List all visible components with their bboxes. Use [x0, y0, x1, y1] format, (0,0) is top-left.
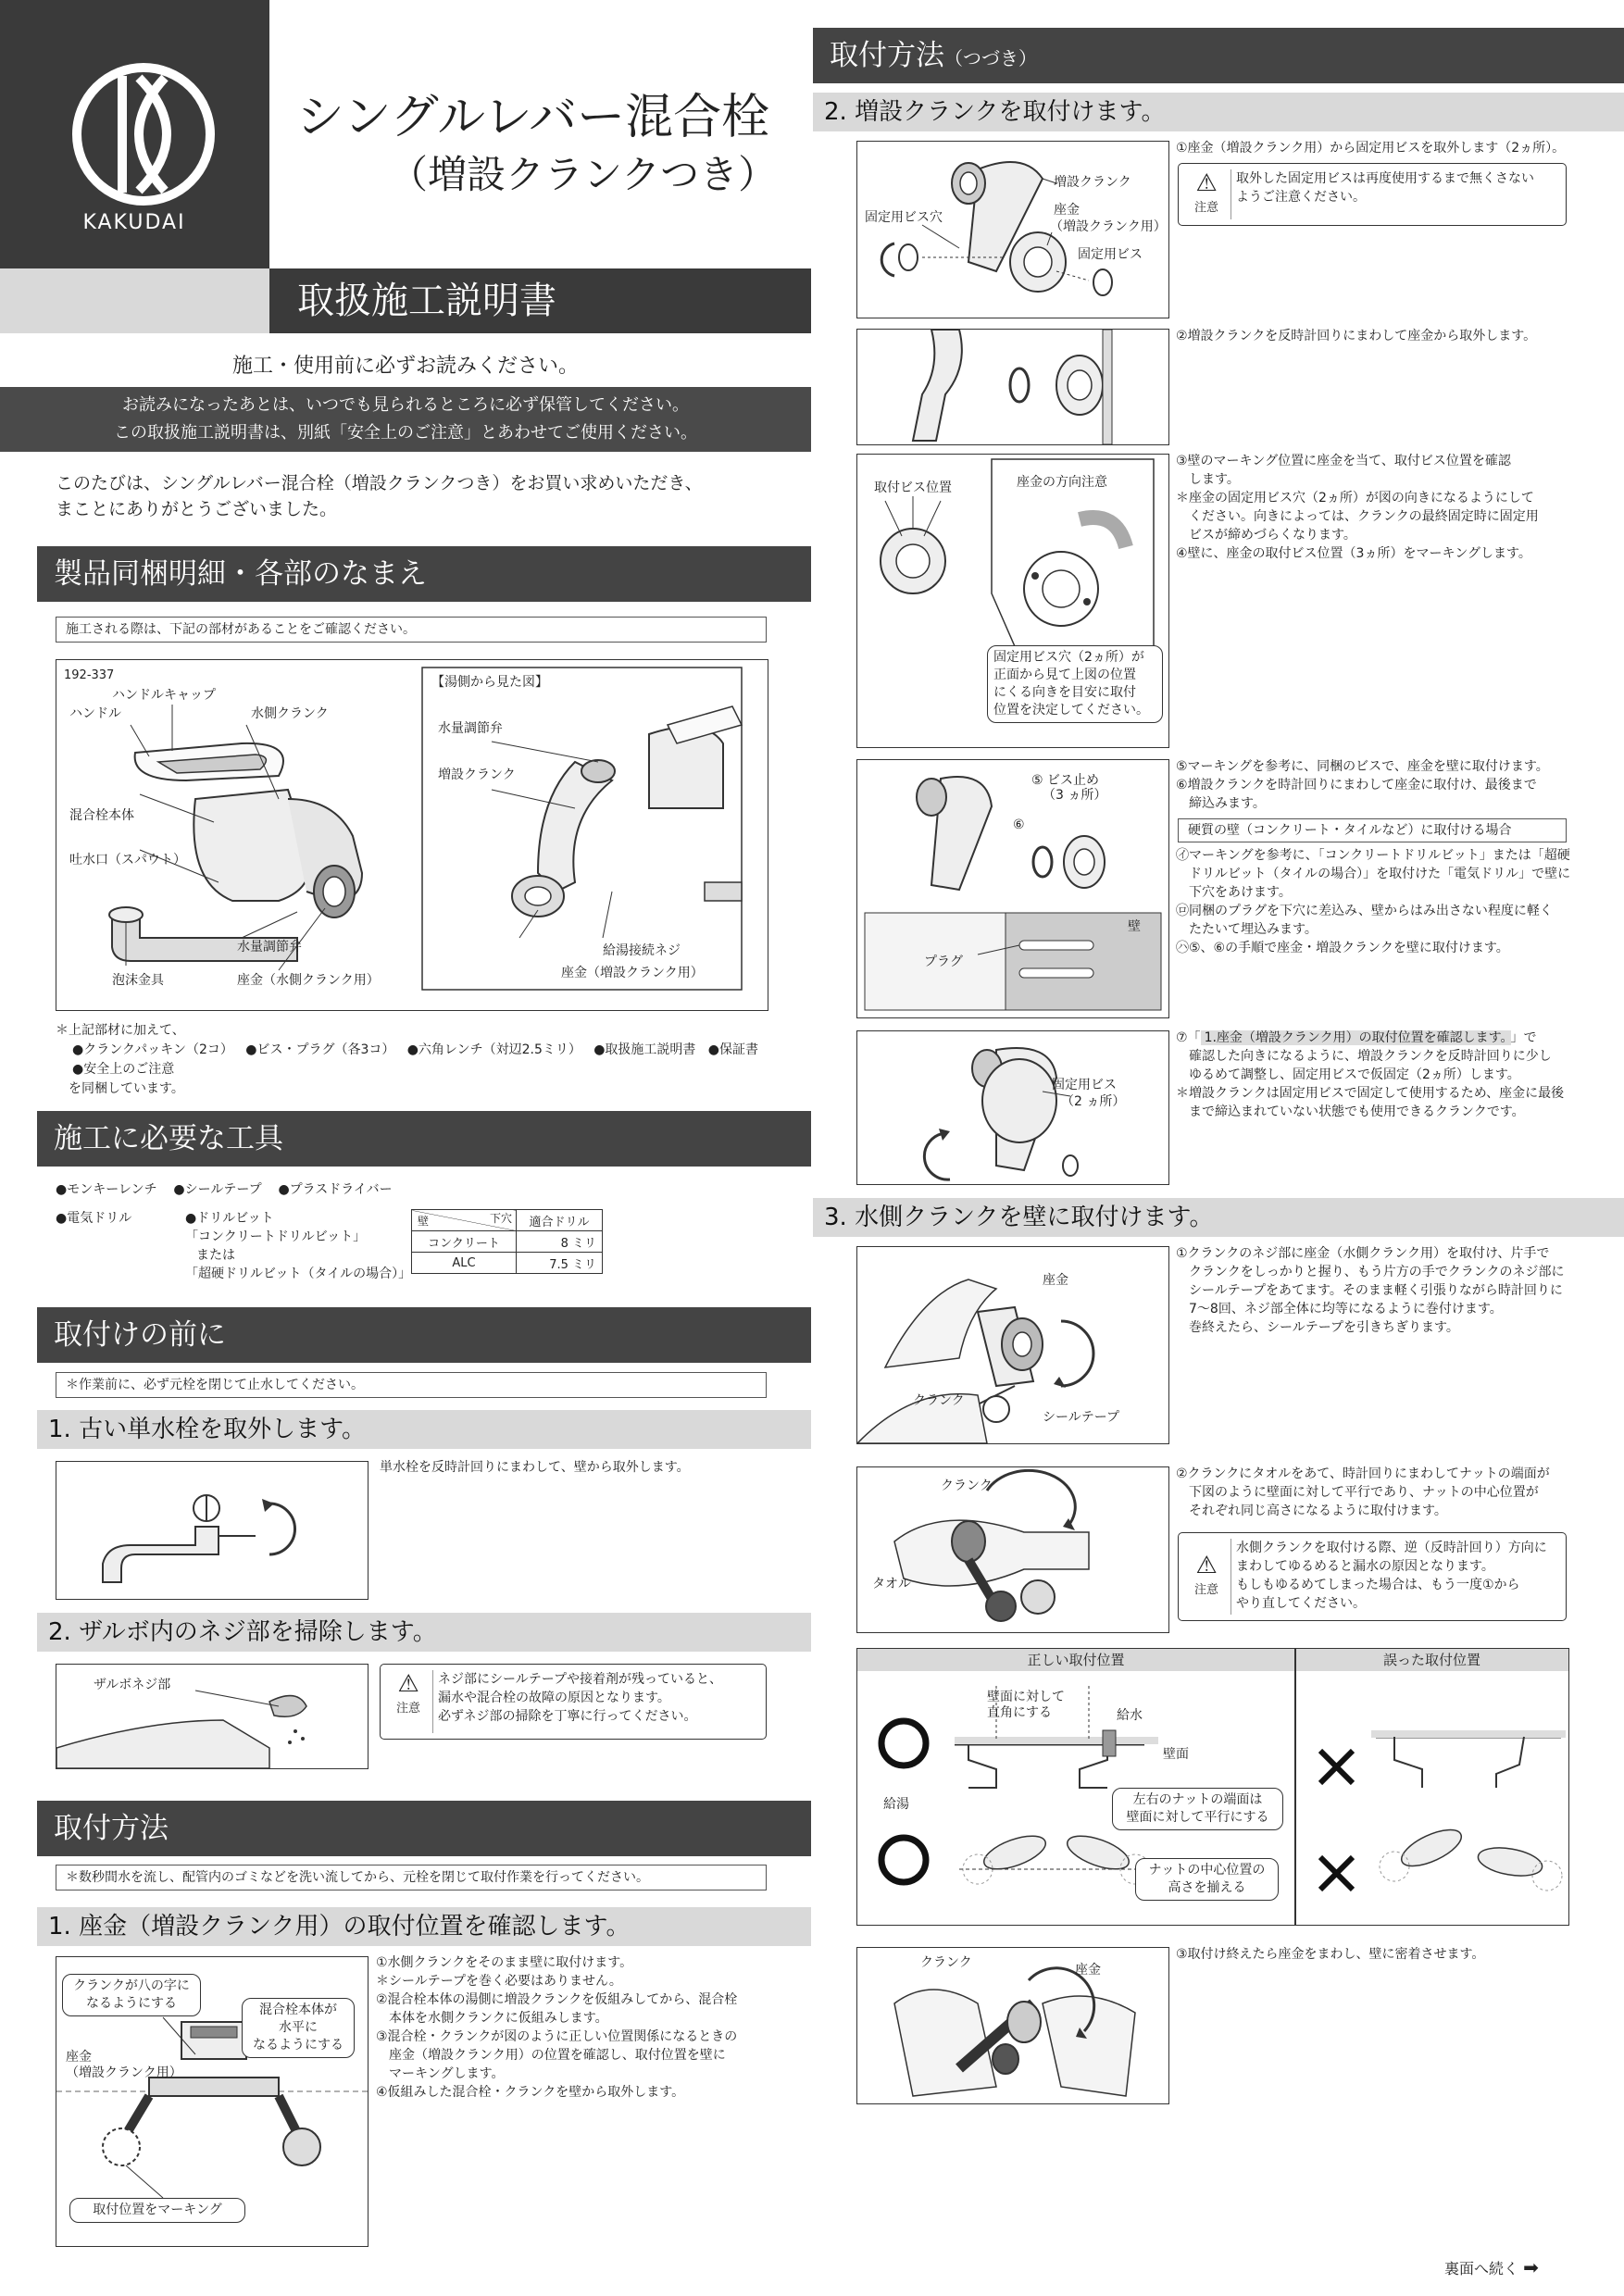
- before-step1-title: 1. 古い単水栓を取外します。: [37, 1410, 811, 1449]
- label-plug: プラグ: [924, 955, 963, 969]
- bubble-line: 固定用ビス穴（2ヵ所）が: [993, 650, 1144, 665]
- text-line: それぞれ同じ高さになるように取付けます。: [1176, 1504, 1447, 1518]
- correct-title: 正しい取付位置: [857, 1649, 1295, 1671]
- text-line: ください。向きによっては、クランクの最終固定時に固定用: [1176, 509, 1539, 524]
- tool-item: ●モンキーレンチ: [56, 1182, 157, 1197]
- label-washer-direction: 座金の方向注意: [1017, 475, 1107, 490]
- step2-text2: ②増設クランクを反時計回りにまわして座金から取外します。: [1176, 329, 1537, 343]
- bubble-line: 混合栓本体が: [259, 2003, 337, 2017]
- caution-label: 注意: [1193, 1583, 1218, 1597]
- bubble-line: なるようにする: [86, 1996, 177, 2011]
- drill-table-cell: ALC: [412, 1253, 517, 1274]
- text-line: ＊シールテープを巻く必要はありません。: [376, 1974, 622, 1989]
- text-line: 巻終えたら、シールテープを引きちぎります。: [1176, 1320, 1459, 1335]
- bubble-line: 左右のナットの端面は: [1132, 1792, 1263, 1807]
- label-cold-supply: 給水: [1117, 1708, 1143, 1723]
- thanks-line: まことにありがとうございました。: [56, 499, 338, 519]
- text-line: ②クランクにタオルをあて、時計回りにまわしてナットの端面が: [1176, 1466, 1550, 1481]
- tool-drill: ●電気ドリル: [56, 1211, 132, 1226]
- label-screw-2: 固定用ビス: [1052, 1078, 1117, 1092]
- label-side-flow-valve: 水量調節弁: [438, 721, 503, 736]
- caution-label: 注意: [1193, 201, 1218, 215]
- text-line: マーキングします。: [376, 2066, 505, 2081]
- label-ext-crank: 増設クランク: [1054, 175, 1131, 190]
- caution-icon: ⚠ 注意: [1186, 169, 1227, 215]
- step2-text1: ①座金（増設クランク用）から固定用ビスを取外します（2ヵ所）。: [1176, 141, 1566, 156]
- label-crank-s3-4: クランク: [920, 1955, 972, 1970]
- drill-table-cell: 8 ミリ: [517, 1231, 603, 1253]
- text-line: 本体を水側クランクに仮組みします。: [376, 2011, 608, 2026]
- label-handle: ハンドル: [69, 706, 121, 721]
- keep-notice-line: お読みになったあとは、いつでも見られるところに必ず保管してください。: [122, 395, 689, 415]
- footer-continue: [1444, 2256, 1539, 2278]
- washer-seat-drawing: [857, 1948, 1168, 2103]
- drill-table-h-drill: 適合ドリル: [517, 1210, 603, 1231]
- label-screw: 固定用ビス: [1078, 247, 1143, 262]
- step2-text5: [1176, 846, 1570, 957]
- before-step1-figure: [56, 1461, 369, 1600]
- perp-line: 直角にする: [987, 1705, 1052, 1720]
- text-line: ㋑マーキングを参考に、「コンクリートドリルビット」または「超硬: [1176, 848, 1570, 863]
- arrow-right-icon: ➡: [1523, 2256, 1539, 2278]
- caution-label: 注意: [395, 1702, 420, 1716]
- extras-item: ●安全上のご注意: [72, 1062, 175, 1077]
- before-step2-figure: [56, 1664, 369, 1769]
- caution-line: ネジ部にシールテープや接着剤が残っていると、: [438, 1672, 723, 1687]
- bubble-mark-position: 取付位置をマーキング: [69, 2198, 245, 2223]
- drill-table-h-wall: 壁: [418, 1214, 430, 1228]
- washer-line: （増設クランク用）: [66, 2065, 182, 2080]
- step2-figure4: [856, 759, 1169, 1018]
- remove-crank-drawing: [857, 330, 1168, 444]
- extras-item: ●ビス・プラグ（各3コ）: [245, 1042, 395, 1057]
- label-spout: 吐水口（スパウト）: [69, 853, 186, 867]
- label-perpendicular: [987, 1690, 1065, 1721]
- wrong-title: 誤った取付位置: [1295, 1649, 1568, 1671]
- bit-line: ●ドリルビット: [185, 1211, 274, 1226]
- label-body: 混合栓本体: [69, 808, 134, 823]
- extras-item: ●六角レンチ（対辺2.5ミリ）: [406, 1042, 581, 1057]
- step3-text1: [1176, 1244, 1564, 1337]
- extras-item: ●クランクパッキン（2コ）: [72, 1042, 233, 1057]
- label-side-ext-crank: 増設クランク: [438, 767, 516, 782]
- step3-figure2: [856, 1466, 1169, 1633]
- label-flow-valve: 水量調節弁: [237, 940, 302, 955]
- before-step2-caution: [380, 1664, 767, 1740]
- text-line: ⑥増設クランクを時計回りにまわして座金に取付け、最後まで: [1176, 778, 1537, 792]
- tool-bits: [185, 1209, 411, 1283]
- bit-line: 「超硬ドリルビット（タイルの場合）」: [185, 1267, 412, 1281]
- step3-caution2: [1178, 1532, 1567, 1621]
- caution-icon: ⚠ 注意: [388, 1670, 429, 1716]
- drill-table-cell: 7.5 ミリ: [517, 1253, 603, 1274]
- thanks-line: このたびは、シングルレバー混合栓（増設クランクつき）をお買い求めいただき、: [56, 473, 703, 493]
- step2-text4: [1176, 757, 1549, 813]
- section-method-heading: 取付方法: [37, 1801, 811, 1856]
- towel-tighten-drawing: [857, 1467, 1168, 1632]
- label-washer-s3-4: 座金: [1075, 1963, 1101, 1978]
- text-line: 座金（増設クランク用）の位置を確認し、取付位置を壁に: [376, 2048, 726, 2063]
- label-screw-fix-count: （3 ヵ所）: [1043, 788, 1107, 803]
- text-line: ㋺同梱のプラグを下穴に差込み、壁からはみ出さない程度に軽く: [1176, 904, 1553, 918]
- text-line: ドリルビット（タイルの場合）」を取付けた「電気ドリル」で壁に: [1176, 867, 1571, 881]
- bubble-body-horizontal: [242, 1998, 355, 2058]
- extras-item: ●取扱施工説明書: [593, 1042, 696, 1057]
- method-cont-small: （つづき）: [944, 47, 1037, 69]
- text-line: 締込みます。: [1176, 796, 1266, 811]
- hard-wall-box: 硬質の壁（コンクリート・タイルなど）に取付ける場合: [1178, 818, 1567, 842]
- step2-figure2: [856, 329, 1169, 445]
- parts-check-note: 施工される際は、下記の部材があることをご確認ください。: [56, 617, 767, 643]
- text-line: ③壁のマーキング位置に座金を当て、取付ビス位置を確認: [1176, 454, 1511, 468]
- extras-outro: を同梱しています。: [69, 1081, 184, 1096]
- section-parts-heading: 製品同梱明細・各部のなまえ: [37, 546, 811, 602]
- bubble-line: 高さを揃える: [1168, 1880, 1246, 1895]
- label-handle-cap: ハンドルキャップ: [112, 688, 216, 703]
- text-line: たたいて埋込みます。: [1176, 922, 1318, 937]
- extras-intro: ＊上記部材に加えて、: [56, 1023, 185, 1038]
- label-screw-2-count: （2 ヵ所）: [1061, 1094, 1126, 1109]
- text6-post: 」で: [1510, 1030, 1537, 1045]
- text-line: 確認した向きになるように、増設クランクを反時計回りに少し: [1176, 1049, 1552, 1064]
- bubble-line: 位置を決定してください。: [993, 703, 1149, 718]
- label-wall-surface: 壁面: [1163, 1747, 1189, 1762]
- section-tools-heading: 施工に必要な工具: [37, 1111, 811, 1167]
- label-crank-s3: クランク: [913, 1393, 965, 1408]
- section-before-heading: 取付けの前に: [37, 1307, 811, 1363]
- drill-table-h-hole: 下穴: [489, 1212, 512, 1225]
- bubble-line: ナットの中心位置の: [1148, 1863, 1266, 1878]
- step3-figure1: [856, 1246, 1169, 1444]
- label-seal-tape: シールテープ: [1043, 1410, 1120, 1425]
- method-step1-text: [376, 1953, 737, 2102]
- model-number: 192-337: [64, 668, 115, 682]
- doc-title-band-light: [0, 268, 269, 333]
- label-zarubo-thread: ザルボネジ部: [94, 1678, 171, 1692]
- old-faucet-drawing: [56, 1462, 368, 1599]
- bit-line: または: [196, 1248, 235, 1263]
- screw-fix-drawing: [857, 760, 1168, 1017]
- before-step2-title: 2. ザルボ内のネジ部を掃除します。: [37, 1613, 811, 1652]
- keep-notice-line: この取扱施工説明書は、別紙「安全上のご注意」とあわせてご使用ください。: [114, 423, 697, 443]
- label-washer-s3: 座金: [1043, 1273, 1068, 1288]
- step2-text6: [1176, 1029, 1564, 1121]
- caution-line: ようご注意ください。: [1236, 190, 1366, 205]
- label-side-hot-thread: 給湯接続ネジ: [603, 943, 681, 958]
- drill-table-corner: [412, 1210, 517, 1231]
- label-hot-supply: 給湯: [883, 1797, 909, 1812]
- tool-item: ●プラスドライバー: [278, 1182, 393, 1197]
- caution-line: まわしてゆるめると漏水の原因となります。: [1236, 1559, 1494, 1574]
- doc-title: 取扱施工説明書: [269, 268, 811, 333]
- caution-icon: ⚠ 注意: [1186, 1552, 1227, 1597]
- text-line: ㋩⑤、⑥の手順で座金・増設クランクを壁に取付けます。: [1176, 941, 1509, 955]
- drill-table-cell: コンクリート: [412, 1231, 517, 1253]
- text-line: クランクをしっかりと握り、もう片方の手でクランクのネジ部に: [1176, 1265, 1565, 1279]
- keep-notice-box: [0, 387, 811, 452]
- method-step1-title: 1. 座金（増設クランク用）の取付位置を確認します。: [37, 1907, 811, 1946]
- step3-figure4: [856, 1947, 1169, 2104]
- text-line: 7～8回、ネジ部全体に均等になるように巻付けます。: [1176, 1302, 1503, 1316]
- text-line: ①水側クランクをそのまま壁に取付けます。: [376, 1955, 633, 1970]
- label-screw-fix: ⑤ ビス止め: [1031, 773, 1100, 788]
- label-washer: [66, 2050, 182, 2081]
- brand-name: KAKUDAI: [82, 211, 186, 234]
- right-step2-title: 2. 増設クランクを取付けます。: [813, 93, 1624, 131]
- seal-tape-drawing: [857, 1247, 1168, 1443]
- text-line: ②混合栓本体の湯側に増設クランクを仮組みしてから、混合栓: [376, 1992, 738, 2007]
- text-line: ③混合栓・クランクが図のように正しい位置関係になるときの: [376, 2029, 738, 2044]
- label-six: ⑥: [1013, 817, 1025, 832]
- bubble-nut-parallel: [1112, 1788, 1283, 1830]
- caution-line: 必ずネジ部の掃除を丁寧に行ってください。: [438, 1709, 697, 1724]
- method-note: ＊数秒間水を流し、配管内のゴミなどを洗い流してから、元栓を閉じて取付作業を行ってください。: [56, 1865, 767, 1890]
- drill-table: [411, 1209, 603, 1274]
- label-screw-hole: 固定用ビス穴: [865, 210, 943, 225]
- product-title: シングルレバー混合栓: [296, 90, 770, 145]
- step2-caution1: [1178, 163, 1567, 226]
- label-water-crank: 水側クランク: [251, 706, 329, 721]
- bubble-line: 水平に: [279, 2020, 318, 2035]
- step2-figure5: [856, 1030, 1169, 1185]
- bubble-line: なるようにする: [253, 2038, 344, 2053]
- step2-figure1: [856, 141, 1169, 318]
- caution-line: 水側クランクを取付ける際、逆（反時計回り）方向に: [1236, 1541, 1547, 1555]
- text-line: ⑤マーキングを参考に、同梱のビスで、座金を壁に取付けます。: [1176, 759, 1549, 774]
- bubble-nut-height: [1135, 1858, 1279, 1901]
- text6-ref-box: 1.座金（増設クランク用）の取付位置を確認します。: [1201, 1030, 1511, 1045]
- text-line: ①クランクのネジ部に座金（水側クランク用）を取付け、片手で: [1176, 1246, 1550, 1261]
- caution-line: 取外した固定用ビスは再度使用するまで無くさない: [1236, 171, 1534, 186]
- step2-figure3: [856, 454, 1169, 748]
- label-mount-screw-pos: 取付ビス位置: [874, 480, 952, 495]
- bubble-screw-hole-direction: [987, 645, 1163, 723]
- label-washer-water: 座金（水側クランク用）: [237, 973, 380, 988]
- caution-line: 漏水や混合栓の故障の原因となります。: [438, 1691, 670, 1705]
- method-cont-title: 取付方法: [830, 39, 944, 72]
- text-line: ④仮組みした混合栓・クランクを壁から取外します。: [376, 2085, 685, 2100]
- text6-pre: ⑦「: [1176, 1030, 1201, 1045]
- step2-text3: [1176, 452, 1539, 563]
- label-side-washer-ext: 座金（増設クランク用）: [561, 966, 704, 980]
- side-view-title: 【湯側から見た図】: [431, 675, 548, 690]
- section-method-cont-heading: [813, 28, 1624, 83]
- bit-line: 「コンクリートドリルビット」: [185, 1229, 367, 1244]
- footer-text: 裏面へ続く: [1444, 2260, 1519, 2277]
- text-line: シールテープをあてます。そのまま軽く引張りながら時計回りに: [1176, 1283, 1563, 1298]
- before-step1-text: 単水栓を反時計回りにまわして、壁から取外します。: [380, 1460, 690, 1475]
- bubble-line: 正面から見て上図の位置: [993, 668, 1136, 682]
- bubble-line: 壁面に対して平行にする: [1126, 1810, 1269, 1825]
- bubble-line: クランクが八の字に: [73, 1978, 190, 1993]
- brand-logo-icon: [65, 56, 222, 213]
- text-line: まで締込まれていない状態でも使用できるクランクです。: [1176, 1104, 1525, 1119]
- label-aerator: 泡沫金具: [112, 973, 164, 988]
- label-towel: タオル: [872, 1577, 911, 1591]
- method-step1-figure: [56, 1956, 369, 2247]
- extras-item: ●保証書: [707, 1042, 759, 1057]
- text-line: ＊増設クランクは固定用ビスで固定して使用するため、座金に最後: [1176, 1086, 1565, 1101]
- text-line: ゆるめて調整し、固定用ビスで仮固定（2ヵ所）します。: [1176, 1067, 1520, 1082]
- text-line: ビスが締めづらくなります。: [1176, 528, 1356, 543]
- tool-item: ●シールテープ: [173, 1182, 262, 1197]
- text-line: 下穴をあけます。: [1176, 885, 1292, 900]
- drill-table-wrap: [411, 1209, 603, 1274]
- caution-line: やり直してください。: [1236, 1596, 1366, 1611]
- right-step3-title: 3. 水側クランクを壁に取付けます。: [813, 1198, 1624, 1237]
- caution-line: もしもゆるめてしまった場合は、もう一度①から: [1236, 1578, 1520, 1592]
- product-subtitle: （増設クランクつき）: [389, 152, 778, 197]
- text-line: ＊座金の固定用ビス穴（2ヵ所）が図の向きになるようにして: [1176, 491, 1534, 505]
- tools-row1: [56, 1180, 393, 1200]
- parts-figure: [56, 659, 768, 1011]
- text-line: 下図のように壁面に対して平行であり、ナットの中心位置が: [1176, 1485, 1539, 1500]
- text-line: ④壁に、座金の取付ビス位置（3ヵ所）をマーキングします。: [1176, 546, 1531, 561]
- bubble-crank-v: [62, 1974, 201, 2016]
- parts-extras: [56, 1021, 758, 1099]
- text-line: します。: [1176, 472, 1240, 487]
- label-washer: 座金: [1054, 203, 1080, 218]
- read-first: 施工・使用前に必ずお読みください。: [231, 355, 579, 378]
- label-crank-s3-2: クランク: [941, 1479, 993, 1493]
- bubble-line: にくる向きを目安に取付: [993, 685, 1136, 700]
- position-compare: [856, 1648, 1569, 1926]
- step3-text4: ③取付け終えたら座金をまわし、壁に密着させます。: [1176, 1947, 1485, 1962]
- step3-text2: [1176, 1465, 1550, 1520]
- before-note: ＊作業前に、必ず元栓を閉じて止水してください。: [56, 1372, 767, 1398]
- label-washer-ext: （増設クランク用）: [1050, 219, 1167, 234]
- perp-line: 壁面に対して: [987, 1690, 1065, 1704]
- label-wall: 壁: [1128, 919, 1141, 934]
- thanks-text: [56, 470, 703, 522]
- washer-line: 座金: [66, 2050, 92, 2065]
